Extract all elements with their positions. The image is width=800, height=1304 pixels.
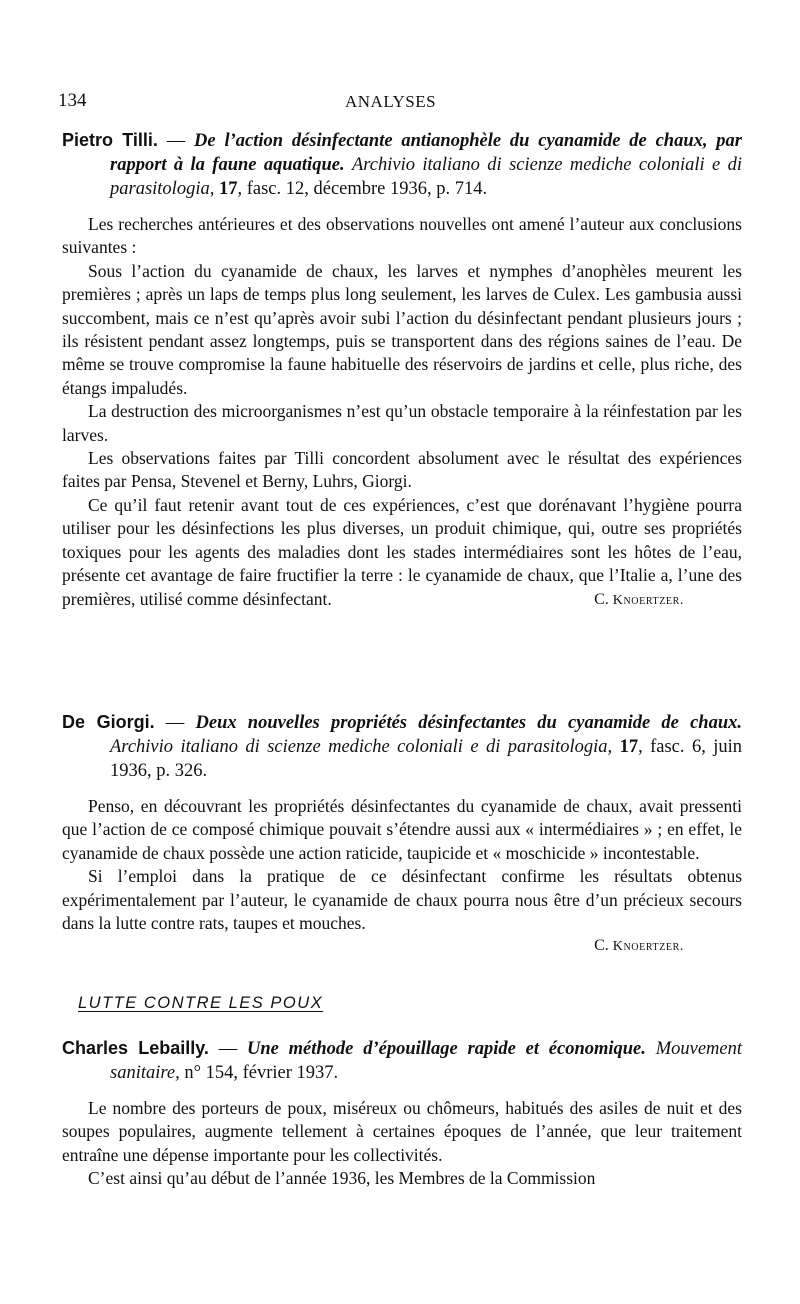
paragraph: Les observations faites par Tilli concordent absolument avec le résultat des expériences faites par Pensa, Stevenel et Berny, Luhrs, Giorgi.	[62, 448, 742, 492]
entry-journal: Archivio italiano di scienze mediche coloniali e di parasitologia,	[110, 737, 613, 757]
page-number: 134	[58, 90, 87, 111]
entry-volume: 17	[218, 179, 238, 199]
review-entry-de-giorgi	[62, 710, 742, 958]
review-entry-lebailly	[62, 1036, 742, 1191]
entry-citation	[62, 710, 742, 783]
entry-title: De l’action désinfectante antianophèle du cyanamide de chaux, par rapport à la faune aquatique.	[110, 131, 743, 175]
paragraph: Si l’emploi dans la pratique de ce désinfectant confirme les résultats obtenus expérimentalement par l’auteur, le cyanamide de chaux pourra nous être d’un précieux secours dans la lutte contre rats, taupes et mouches.	[62, 866, 742, 934]
entry-author: De Giorgi.	[62, 712, 155, 732]
entry-journal: Mouvement sanitaire,	[110, 1039, 742, 1083]
entry-citation	[62, 128, 742, 201]
entry-details: , fasc. 6, juin 1936, p. 326.	[110, 737, 743, 781]
signature-initial: C.	[594, 937, 609, 955]
reviewer-signature	[568, 588, 684, 612]
entry-dash: —	[166, 131, 186, 151]
paragraph: Le nombre des porteurs de poux, miséreux ou chômeurs, habitués des asiles de nuit et des soupes populaires, augmente tellement à certaines époques de l’année, que leur traitement entraîne une dépense importante pour les collectivités.	[62, 1098, 742, 1165]
entry-volume: 17	[619, 737, 639, 757]
entry-author: Charles Lebailly.	[62, 1038, 209, 1058]
section-heading: LUTTE CONTRE LES POUX	[78, 994, 324, 1012]
paragraph: C’est ainsi qu’au début de l’année 1936, les Membres de la Commission	[88, 1168, 596, 1189]
entry-details: , fasc. 12, décembre 1936, p. 714.	[237, 179, 488, 199]
entry-details: n° 154, février 1937.	[179, 1063, 339, 1083]
paragraph: Sous l’action du cyanamide de chaux, les larves et nymphes d’anophèles meurent les premières ; après un laps de temps plus long seulement, les larves de Culex. Les gambusia aussi succombent, mais ce n’est qu’après avoir subi l’action du désinfectant pendant plusieurs jours ; ils résistent pendant assez longtemps, puis se transportent dans des régions saines de l’eau. De même se trouve compromise la faune habituelle des réservoirs de jardins et celle, plus riche, des étangs impaludés.	[62, 260, 742, 398]
paragraph: La destruction des microorganismes n’est qu’un obstacle temporaire à la réinfestation par les larves.	[62, 401, 742, 445]
paragraph-text: Ce qu’il faut retenir avant tout de ces expériences, c’est que dorénavant l’hygiène pourra utiliser pour les désinfections les plus diverses, un produit chimique, qui, outre ses propriétés toxiques pour les agents des maladies dont les stades intermédiaires sont les hôtes de l’eau, présente cet avantage de faire fructifier la terre : le cyanamide de chaux, que l’Italie a, l’une des premières, utilisé comme désinfectant.	[62, 494, 742, 609]
paragraph: Les recherches antérieures et des observations nouvelles ont amené l’auteur aux conclusions suivantes :	[62, 214, 742, 258]
entry-citation	[62, 1036, 742, 1085]
entry-dash: —	[218, 1039, 238, 1059]
review-entry-tilli	[62, 128, 742, 612]
signature-name: Knoertzer.	[612, 592, 684, 608]
entry-title: Une méthode d’épouillage rapide et économique.	[247, 1039, 646, 1059]
entry-journal: Archivio italiano di scienze mediche coloniali e di parasitologia,	[110, 155, 742, 199]
signature-initial: C.	[594, 590, 609, 608]
signature-name: Knoertzer.	[612, 939, 684, 955]
entry-dash: —	[165, 713, 185, 733]
running-title: ANALYSES	[345, 92, 437, 111]
paragraph: Penso, en découvrant les propriétés désinfectantes du cyanamide de chaux, avait pressenti que l’action de ce composé chimique pouvait s’étendre aussi aux « intermédiaires » ; en effet, le cyanamide de chaux possède une action raticide, taupicide et « moschicide » incontestable.	[62, 796, 742, 863]
reviewer-signature	[62, 935, 742, 958]
entry-title: Deux nouvelles propriétés désinfectantes du cyanamide de chaux.	[195, 713, 743, 733]
paragraph	[62, 494, 742, 611]
entry-author: Pietro Tilli.	[62, 130, 158, 150]
